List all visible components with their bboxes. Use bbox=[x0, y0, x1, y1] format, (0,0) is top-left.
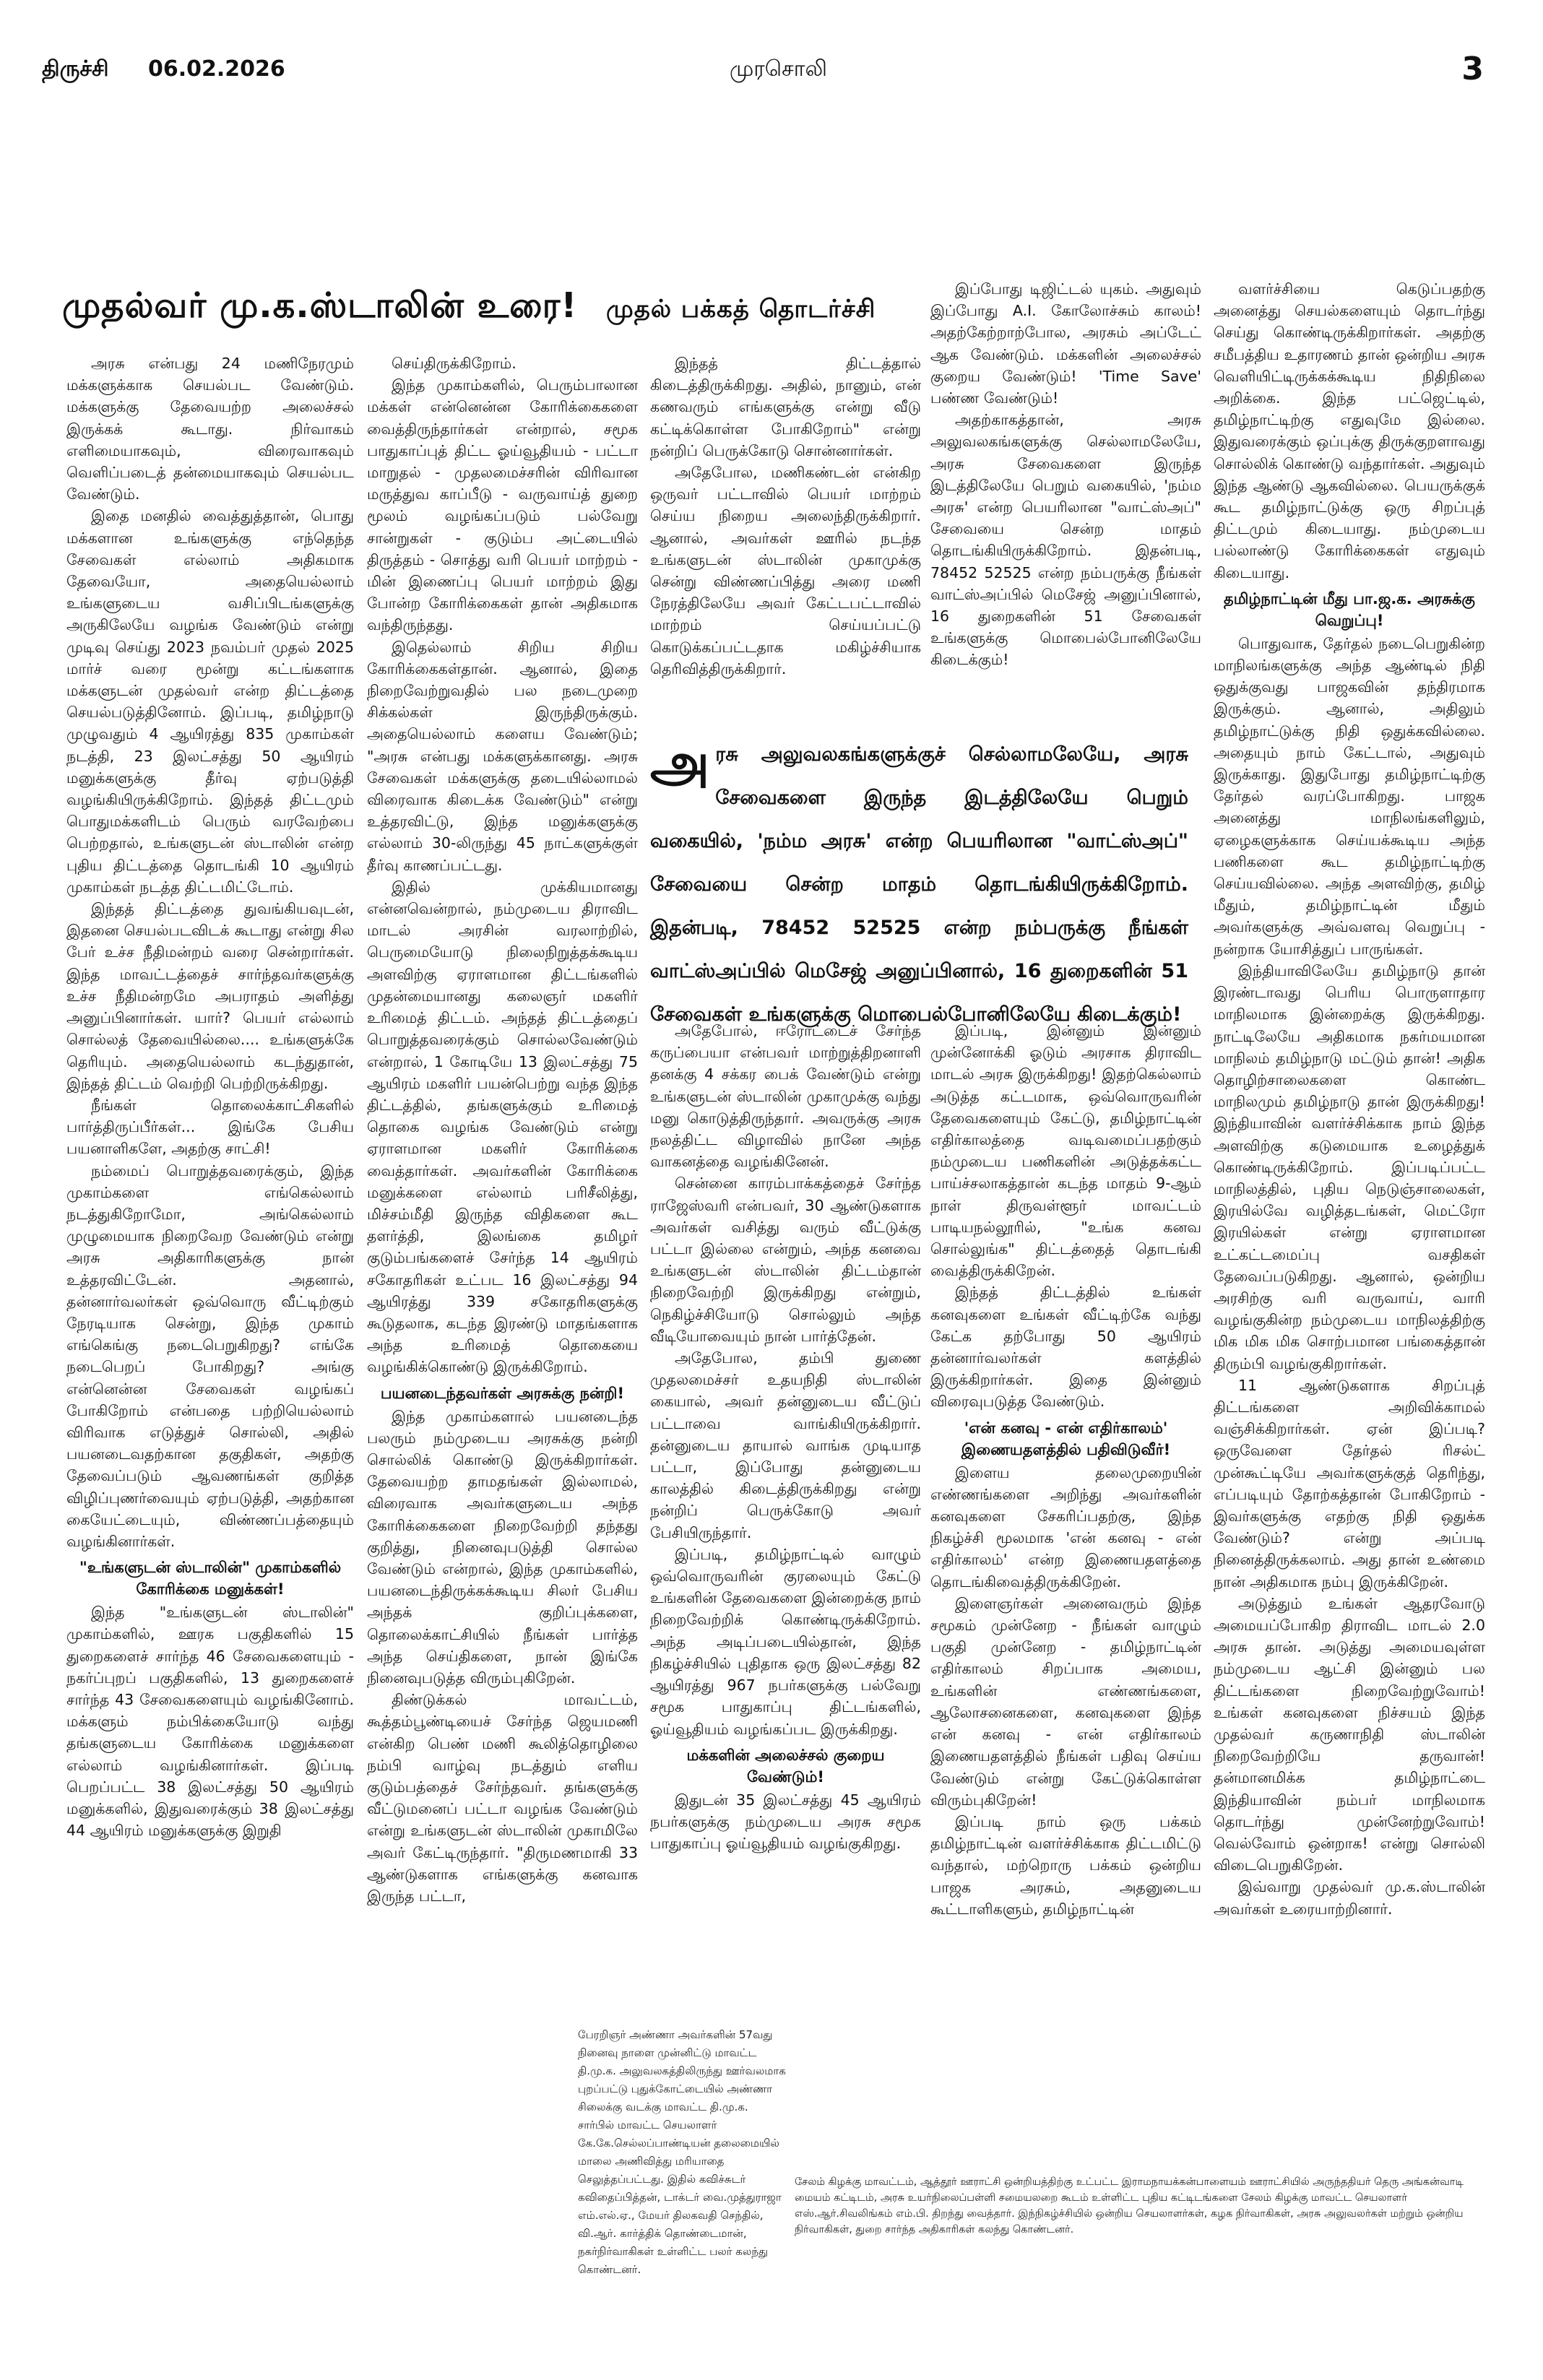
headline bbox=[62, 285, 876, 330]
headline-title: முதல்வர் மு.க.ஸ்டாலின் உரை! bbox=[62, 285, 578, 326]
pull-quote-text: ரசு அலுவலகங்களுக்குச் செல்லாமலேயே, அரசு சேவைகளை இருந்த இடத்திலேயே பெறும் வகையில், 'நம்ம அரசு' என்ற பெயரிலான "வாட்ஸ்அப்" சேவையை சென்ற மாதம் தொடங்கியிருக்கிறோம். இதன்படி, 78452 52525 என்ற நம்பருக்கு நீங்கள் வாட்ஸ்அப்பில் மெசேஜ் அனுப்பினால், 16 துறைகளின் 51 சேவைகள் உங்களுக்கு மொபைல்போனிலேயே கிடைக்கும்! bbox=[650, 743, 1188, 1026]
col2-para: இதெல்லாம் சிறிய சிறிய கோரிக்கைகள்தான். ஆனால், இதை நிறைவேற்றுவதில் பல நடைமுறை சிக்கல்கள் இருந்திருக்கும். அதையெல்லாம் களைய வேண்டும்; "அரசு என்பது மக்களுக்கானது. அரசு சேவைகள் மக்களுக்கு தடையில்லாமல் விரைவாக கிடைக்க வேண்டும்" என்று உத்தரவிட்டு, இந்த மனுக்களுக்கு எல்லாம் 30-லிருந்து 45 நாட்களுக்குள் தீர்வு காணப்பட்டது. bbox=[367, 638, 638, 874]
col4-para: இப்படி, இன்னும் இன்னும் முன்னோக்கி ஓடும் அரசாக திராவிட மாடல் அரசு இருக்கிறது! இதற்கெல்லாம் அடுத்த கட்டமாக, ஒவ்வொருவரின் தேவைகளையும் கேட்டு, தமிழ்நாட்டின் எதிர்காலத்தை வடிவமைப்பதற்கும் நம்முடைய பணிகளின் அடுத்தக்கட்ட பாய்ச்சலாகத்தான் கடந்த மாதம் 9-ஆம் நாள் திருவள்ளூர் மாவட்டம் பாடியநல்லூரில், "உங்க கனவ சொல்லுங்க" திட்டத்தைத் தொடங்கி வைத்திருக்கிறேன். bbox=[930, 1022, 1201, 1280]
col4-para: அதற்காகத்தான், அரசு அலுவலகங்களுக்கு செல்லாமலேயே, அரசு சேவைகளை இருந்த இடத்திலேயே பெறும் வகையில், 'நம்ம அரசு' என்ற பெயரிலான "வாட்ஸ்அப்" சேவையை சென்ற மாதம் தொடங்கியிருக்கிறோம். இதன்படி, 78452 52525 என்ற நம்பருக்கு நீங்கள் வாட்ஸ்அப்பில் மெசேஜ் அனுப்பினால், 16 துறைகளின் 51 சேவைகள் உங்களுக்கு மொபைல்போனிலேயே கிடைக்கும்! bbox=[930, 411, 1201, 669]
photo-2-caption: சேலம் கிழக்கு மாவட்டம், ஆத்தூர் ஊராட்சி ஒன்றியத்திற்கு உட்பட்ட இராமநாயக்கன்பாளையம் ஊராட்சியில் அருந்ததியர் தெரு அங்கன்வாடி மையம் கட்டிடம், அரசு உயர்நிலைப்பள்ளி சமையலறை கூடம் உள்ளிட்ட புதிய கட்டிடங்களை சேலம் கிழக்கு மாவட்ட செயலாளர் எஸ்.ஆர்.சிவலிங்கம் எம்.பி. திறந்து வைத்தார். இந்நிகழ்ச்சியில் ஒன்றிய செயலாளர்கள், கழக நிர்வாகிகள், அரசு அலுவலர்கள் மற்றும் ஒன்றிய நிர்வாகிகள், துறை சார்ந்த அதிகாரிகள் கலந்து கொண்டனர். bbox=[795, 2176, 1464, 2236]
col1-para: இந்தத் திட்டத்தை துவங்கியவுடன், இதனை செயல்படவிடக் கூடாது என்று சில பேர் உச்ச நீதிமன்றம் வரை சென்றார்கள். இந்த மாவட்டத்தைச் சார்ந்தவர்களுக்கு உச்ச நீதிமன்றமே அபராதம் அளித்து அனுப்பினார்கள். யார்? பெயர் எல்லாம் சொல்லத் தேவையில்லை.... உங்களுக்கே தெரியும். அதையெல்லாம் கடந்துதான், இந்தத் திட்டம் வெற்றி பெற்றிருக்கிறது. bbox=[66, 900, 354, 1092]
subheading: தமிழ்நாட்டின் மீது பா.ஜ.க. அரசுக்கு வெறுப்பு! bbox=[1224, 589, 1475, 629]
col3-para: அதேபோல, மணிகண்டன் என்கிற ஒருவர் பட்டாவில் பெயர் மாற்றம் செய்ய நிறைய அலைந்திருக்கிறார். ஆனால், அவர்கள் ஊரில் நடந்த உங்களுடன் ஸ்டாலின் முகாமுக்கு சென்று விண்ணப்பித்து அரை மணி நேரத்திலேயே அவர் கேட்டபட்டாவில் மாற்றம் செய்யப்பட்டு கொடுக்கப்பட்டதாக மகிழ்ச்சியாக தெரிவித்திருக்கிறார். bbox=[650, 464, 921, 678]
col4-para: இந்தத் திட்டத்தில் உங்கள் கனவுகளை உங்கள் வீட்டிற்கே வந்து கேட்க தற்போது 50 ஆயிரம் தன்னார்வலர்கள் களத்தில் இருக்கிறார்கள். இதை இன்னும் விரைவுபடுத்த வேண்டும். bbox=[930, 1284, 1201, 1411]
col5-para: அடுத்தும் உங்கள் ஆதரவோடு அமையப்போகிற திராவிட மாடல் 2.0 அரசு தான். அடுத்து அமையவுள்ள நம்முடைய ஆட்சி இன்னும் பல திட்டங்களை நிறைவேற்றுவோம்! உங்கள் கனவுகளை நிச்சயம் இந்த முதல்வர் கருணாநிதி ஸ்டாலின் நிறைவேற்றியே தருவான்! தன்மானமிக்க தமிழ்நாட்டை இந்தியாவின் நம்பர் மாநிலமாக தொடர்ந்து முன்னேற்றுவோம்! வெல்வோம் ஒன்றாக! என்று சொல்லி விடைபெறுகிறேன். bbox=[1214, 1594, 1485, 1874]
col5-para: பொதுவாக, தேர்தல் நடைபெறுகின்ற மாநிலங்களுக்கு அந்த ஆண்டில் நிதி ஒதுக்குவது பாஜகவின் தந்திரமாக இருக்கும். ஆனால், அதிலும் தமிழ்நாட்டுக்கு நிதி ஒதுக்கவில்லை. அதையும் நாம் கேட்டால், அதுவும் இருக்காது. இதுபோது தமிழ்நாட்டிற்கு தேர்தல் வரப்போகிறது. பாஜக அனைத்து மாநிலங்களிலும், ஏழைகளுக்காக செய்யக்கூடிய அந்த பணிகளை கூட தமிழ்நாட்டிற்கு செய்யவில்லை. அந்த அளவிற்கு, தமிழ் மீதும், தமிழ்நாட்டின் மீதும் அவர்களுக்கு அவ்வளவு வெறுப்பு - நன்றாக யோசித்துப் பாருங்கள். bbox=[1214, 634, 1485, 958]
col4-para: இப்போது டிஜிட்டல் யுகம். அதுவும் இப்போது A.I. கோலோச்சும் காலம்! அதற்கேற்றாற்போல, அரசும் அப்டேட் ஆக வேண்டும். மக்களின் அலைச்சல் குறைய வேண்டும்! 'Time Save' பண்ண வேண்டும்! bbox=[930, 280, 1201, 407]
article-column-3 bbox=[650, 1020, 921, 2009]
subheading: 'என் கனவு - என் எதிர்காலம்' இணையதளத்தில் பதிவிடுவீர்! bbox=[961, 1419, 1171, 1458]
col5-para: 11 ஆண்டுகளாக சிறப்புத் திட்டங்களை அறிவிக்காமல் வஞ்சிக்கிறார்கள். ஏன் இப்படி? ஒருவேளை தேர்தல் ரிசல்ட் முன்கூட்டியே அவர்களுக்குத் தெரிந்து, எப்படியும் தோற்கத்தான் போகிறோம் - இவர்களுக்கு எதற்கு நிதி ஒதுக்க வேண்டும்? என்று அப்படி நினைத்திருக்கலாம். அது தான் உண்மை நான் அதிகமாக நம்பு இருக்கிறேன். bbox=[1214, 1376, 1485, 1591]
col3-para: இப்படி, தமிழ்நாட்டில் வாழும் ஒவ்வொருவரின் குரலையும் கேட்டு உங்களின் தேவைகளை இன்றைக்கு நாம் நிறைவேற்றிக் கொண்டிருக்கிறோம். அந்த அடிப்படையில்தான், இந்த நிகழ்ச்சியில் புதிதாக ஒரு இலட்சத்து 82 ஆயிரத்து 967 நபர்களுக்கு பல்வேறு சமூக பாதுகாப்பு திட்டங்களில், ஓய்வூதியம் வழங்கப்பட இருக்கிறது. bbox=[650, 1545, 921, 1738]
news-photo-1 bbox=[188, 2035, 571, 2324]
col2-para: திண்டுக்கல் மாவட்டம், கூத்தம்பூண்டியைச் சேர்ந்த ஜெயமணி என்கிற பெண் மணி கூலித்தொழிலை நம்பி வாழ்வு நடத்தும் எளிய குடும்பத்தைச் சேர்ந்தவர். தங்களுக்கு வீட்டுமனைப் பட்டா வழங்க வேண்டும் என்று உங்களுடன் ஸ்டாலின் முகாமிலே அவர் கேட்டிருந்தார். "திருமணமாகி 33 ஆண்டுகளாக எங்களுக்கு கனவாக இருந்த பட்டா, bbox=[367, 1691, 638, 1905]
col1-para: இதை மனதில் வைத்துத்தான், பொது மக்களான உங்களுக்கு எந்தெந்த சேவைகள் எல்லாம் அதிகமாக தேவையோ, அதையெல்லாம் உங்களுடைய வசிப்பிடங்களுக்கு அருகிலேயே வழங்க வேண்டும் என்று முடிவு செய்து 2023 நவம்பர் முதல் 2025 மார்ச் வரை மூன்று கட்டங்களாக மக்களுடன் முதல்வர் என்ற திட்டத்தை செயல்படுத்தினோம். இப்படி, தமிழ்நாடு முழுவதும் 4 ஆயிரத்து 835 முகாம்கள் நடத்தி, 23 இலட்சத்து 50 ஆயிரம் மனுக்களுக்கு தீர்வு ஏற்படுத்தி வழங்கியிருக்கிறோம். இந்தத் திட்டமும் பொதுமக்களிடம் பெரும் வரவேற்பை பெற்றதால், உங்களுடன் ஸ்டாலின் என்ற புதிய திட்டத்தை தொடங்கி 10 ஆயிரம் முகாம்கள் நடத்த திட்டமிட்டோம். bbox=[66, 507, 354, 896]
col4-para: இப்படி நாம் ஒரு பக்கம் தமிழ்நாட்டின் வளர்ச்சிக்காக திட்டமிட்டு வந்தால், மற்றொரு பக்கம் ஒன்றிய பாஜக அரசும், அதனுடைய கூட்டாளிகளும், தமிழ்நாட்டின் bbox=[930, 1812, 1201, 1918]
subheading: "உங்களுடன் ஸ்டாலின்" முகாம்களில் கோரிக்கை மனுக்கள்! bbox=[79, 1559, 342, 1598]
header-paper-name: முரசொலி bbox=[730, 56, 827, 82]
col3-para: அதேபோல, தம்பி துணை முதலமைச்சர் உதயநிதி ஸ்டாலின் கையால், அவர் தன்னுடைய வீட்டுப் பட்டாவை வாங்கியிருக்கிறார். தன்னுடைய தாயால் வாங்க முடியாத பட்டா, இப்போது தன்னுடைய காலத்தில் கிடைத்திருக்கிறது என்று நன்றிப் பெருக்கோடு அவர் பேசியிருந்தார். bbox=[650, 1349, 921, 1541]
col5-para: இவ்வாறு முதல்வர் மு.க.ஸ்டாலின் அவர்கள் உரையாற்றினார். bbox=[1214, 1878, 1485, 1918]
news-photo-2 bbox=[795, 2035, 1488, 2173]
col4-para: இளைய தலைமுறையின் எண்ணங்களை அறிந்து அவர்களின் கனவுகளை சேகரிப்பதற்கு, இந்த நிகழ்ச்சி மூலமாக 'என் கனவு - என் எதிர்காலம்' என்ற இணையதளத்தை தொடங்கிவைத்திருக்கிறேன். bbox=[930, 1463, 1201, 1591]
col2-para: இந்த முகாம்களால் பயனடைந்த பலரும் நம்முடைய அரசுக்கு நன்றி சொல்லிக் கொண்டு இருக்கிறார்கள். தேவையற்ற தாமதங்கள் இல்லாமல், விரைவாக அவர்களுடைய அந்த கோரிக்கைகளை நிறைவேற்றி தந்தது குறித்து, நினைவுபடுத்தி சொல்ல வேண்டும் என்றால், இந்த முகாம்களில், பயனடைந்திருக்கக்கூடிய சிலர் பேசிய அந்தக் குறிப்புக்களை, தொலைக்காட்சியில் நீங்கள் பார்த்த அந்த செய்திகளை, நான் இங்கே நினைவுபடுத்த விரும்புகிறேன். bbox=[367, 1407, 638, 1687]
pull-quote bbox=[650, 733, 1188, 1037]
header-left bbox=[42, 56, 317, 85]
subheading: மக்களின் அலைச்சல் குறைய வேண்டும்! bbox=[686, 1746, 885, 1786]
col2-para: இந்த முகாம்களில், பெரும்பாலான மக்கள் என்னென்ன கோரிக்கைகளை வைத்திருந்தார்கள் என்றால், சமூக பாதுகாப்புத் திட்ட ஓய்வூதியம் - பட்டா மாறுதல் - முதலமைச்சரின் விரிவான மருத்துவ காப்பீடு - வருவாய்த் துறை மூலம் வழங்கப்படும் பல்வேறு சான்றுகள் - குடும்ப அட்டையில் திருத்தம் - சொத்து வரி பெயர் மாற்றம் - மின் இணைப்பு பெயர் மாற்றம் இது போன்ற கோரிக்கைகள் தான் அதிகமாக வந்திருந்தது. bbox=[367, 376, 638, 634]
col1-para: அரசு என்பது 24 மணிநேரமும் மக்களுக்காக செயல்பட வேண்டும். மக்களுக்கு தேவையற்ற அலைச்சல் இருக்கக் கூடாது. நிர்வாகம் எளிமையாகவும், விரைவாகவும் வெளிப்படைத் தன்மையாகவும் செயல்பட வேண்டும். bbox=[66, 355, 354, 503]
col2-para: செய்திருக்கிறோம். bbox=[392, 355, 517, 372]
col1-para: நீங்கள் தொலைக்காட்சிகளில் பார்த்திருப்பீர்கள்... இங்கே பேசிய பயனாளிகளே, அதற்கு சாட்சி! bbox=[66, 1096, 354, 1158]
col3-para: இதுடன் 35 இலட்சத்து 45 ஆயிரம் நபர்களுக்கு நம்முடைய அரசு சமூக பாதுகாப்பு ஓய்வூதியம் வழங்குகிறது. bbox=[650, 1791, 921, 1853]
photo-1-caption: பேரறிஞர் அண்ணா அவர்களின் 57வது நினைவு நாளை முன்னிட்டு மாவட்ட தி.மு.க. அலுவலகத்திலிருந்து ஊர்வலமாக புறப்பட்டு புதுக்கோட்டையில் அண்ணா சிலைக்கு வடக்கு மாவட்ட தி.மு.க. சார்பில் மாவட்ட செயலாளர் கே.கே.செல்லப்பாண்டியன் தலைமையில் மாலை அணிவித்து மரியாதை செலுத்தப்பட்டது. இதில் கவிச்சுடர் கவிதைப்பித்தன், டாக்டர் வை.முத்துராஜா எம்.எல்.ஏ., மேயர் திலகவதி செந்தில், வி.ஆர். கார்த்திக் தொண்டைமான், நகர்நிர்வாகிகள் உள்ளிட்ட பலர் கலந்து கொண்டனர். bbox=[578, 2028, 786, 2276]
article-column-1 bbox=[66, 352, 354, 2137]
col5-para: இந்தியாவிலேயே தமிழ்நாடு தான் இரண்டாவது பெரிய பொருளாதார மாநிலமாக இன்றைக்கு இருக்கிறது. நாட்டிலேயே அதிகமாக நகர்மயமான மாநிலம் தமிழ்நாடு மட்டும் தான்! அதிக தொழிற்சாலைகளை கொண்ட மாநிலமும் தமிழ்நாடு தான் இருக்கிறது! இந்தியாவின் வளர்ச்சிக்காக நாம் இந்த அளவிற்கு கடுமையாக உழைத்துக் கொண்டிருக்கிறோம். இப்படிப்பட்ட மாநிலத்தில், புதிய நெடுஞ்சாலைகள், இரயில்வே வழித்தடங்கள், மெட்ரோ இரயில்கள் என்று ஏராளமான உட்கட்டமைப்பு வசதிகள் தேவைப்படுகிறது. ஆனால், ஒன்றிய அரசிற்கு வரி வருவாய், வாரி வழங்குகின்ற நம்முடைய மாநிலத்திற்கு மிக மிக மிக சொற்பமான பங்கைத்தான் திரும்பி வழங்குகிறார்கள். bbox=[1214, 961, 1485, 1372]
col3-para: அதேபோல், ஈரோட்டைச் சேர்ந்த கருப்பையா என்பவர் மாற்றுத்திறனாளி தனக்கு 4 சக்கர பைக் வேண்டும் என்று உங்களுடன் ஸ்டாலின் முகாமுக்கு வந்து மனு கொடுத்திருந்தார். அவருக்கு அரசு நலத்திட்ட விழாவில் நானே அந்த வாகனத்தை வழங்கினேன். bbox=[650, 1022, 921, 1171]
headline-sub: முதல் பக்கத் தொடர்ச்சி bbox=[605, 295, 876, 324]
col1-para: நம்மைப் பொறுத்தவரைக்கும், இந்த முகாம்களை எங்கெல்லாம் நடத்துகிறோமோ, அங்கெல்லாம் முழுமையாக நிறைவேற வேண்டும் என்று அரசு அதிகாரிகளுக்கு நான் உத்தரவிட்டேன். அதனால், தன்னார்வலர்கள் ஒவ்வொரு வீட்டிற்கும் நேரடியாக சென்று, இந்த முகாம் எங்கெங்கு நடைபெறுகிறது? எங்கே நடைபெறப் போகிறது? அங்கு என்னென்ன சேவைகள் வழங்கப் போகிறோம் என்பதை பற்றியெல்லாம் விரிவாக எடுத்துச் சொல்லி, அதில் பயனடைவதற்கான தகுதிகள், அதற்கு தேவைப்படும் ஆவணங்கள் குறித்த விழிப்புணர்வையும் ஏற்படுத்தி, அதற்கான கையேட்டையும், விண்ணப்பத்தையும் வழங்கினார்கள். bbox=[66, 1161, 354, 1550]
col3-para: சென்னை காரம்பாக்கத்தைச் சேர்ந்த ராஜேஸ்வரி என்பவர், 30 ஆண்டுகளாக அவர்கள் வசித்து வரும் வீட்டுக்கு பட்டா இல்லை என்றும், அந்த கனவை உங்களுடன் ஸ்டாலின் திட்டம்தான் நிறைவேற்றி இருக்கிறது என்றும், நெகிழ்ச்சியோடு சொல்லும் அந்த வீடியோவையும் நான் பார்த்தேன். bbox=[650, 1174, 921, 1345]
page-number: 3 bbox=[1461, 51, 1484, 87]
col4-para: இளைஞர்கள் அனைவரும் இந்த சமூகம் முன்னேற - நீங்கள் வாழும் பகுதி முன்னேற - தமிழ்நாட்டின் எதிர்காலம் சிறப்பாக அமைய, உங்களின் எண்ணங்களை, ஆலோசனைகளை, கனவுகளை இந்த என் கனவு - என் எதிர்காலம் இணையதளத்தில் நீங்கள் பதிவு செய்ய வேண்டும் என்று கேட்டுக்கொள்ள விரும்புகிறேன்! bbox=[930, 1594, 1201, 1809]
col2-para: இதில் முக்கியமானது என்னவென்றால், நம்முடைய திராவிட மாடல் அரசின் வரலாற்றில், பெருமையோடு நிலைநிறுத்தக்கூடிய அளவிற்கு ஏராளமான திட்டங்களில் முதன்மையானது கலைஞர் மகளிர் உரிமைத் திட்டம். அந்தத் திட்டத்தைப் பொறுத்தவரைக்கும் சொல்லவேண்டும் என்றால், 1 கோடியே 13 இலட்சத்து 75 ஆயிரம் மகளிர் பயன்பெற்று வந்த இந்த திட்டத்தில், தங்களுக்கும் உரிமைத் தொகை வழங்க வேண்டும் என்று ஏராளமான மகளிர் கோரிக்கை வைத்தார்கள். அவர்களின் கோரிக்கை மனுக்களை எல்லாம் பரிசீலித்து, மிச்சம்மீதி இருந்த விதிகளை கூட தளர்த்தி, இலங்கை தமிழர் குடும்பங்களைச் சேர்ந்த 14 ஆயிரம் சகோதரிகள் உட்பட 16 இலட்சத்து 94 ஆயிரத்து 339 சகோதரிகளுக்கு கூடுதலாக, கடந்த இரண்டு மாதங்களாக அந்த உரிமைத் தொகையை வழங்கிக்கொண்டு இருக்கிறோம். bbox=[367, 878, 638, 1376]
pull-quote-initial: அ bbox=[650, 732, 710, 794]
header-date: 06.02.2026 bbox=[147, 56, 285, 82]
subheading: பயனடைந்தவர்கள் அரசுக்கு நன்றி! bbox=[380, 1384, 625, 1402]
article-column-4-top bbox=[930, 278, 1201, 711]
col5-para: வளர்ச்சியை கெடுப்பதற்கு அனைத்து செயல்களையும் தொடர்ந்து செய்து கொண்டிருக்கிறார்கள். அதற்கு சமீபத்திய உதாரணம் தான் ஒன்றிய அரசு வெளியிட்டிருக்கக்கூடிய நிதிநிலை அறிக்கை. இந்த பட்ஜெட்டில், தமிழ்நாட்டிற்கு எதுவுமே இல்லை. இதுவரைக்கும் ஒப்புக்கு திருக்குறளாவது சொல்லிக் கொண்டு வந்தார்கள். அதுவும் இந்த ஆண்டு ஆகவில்லை. பெயருக்குக் கூட தமிழ்நாட்டுக்கு ஒரு சிறப்புத் திட்டமும் கிடையாது. நம்முடைய பல்லாண்டு கோரிக்கைகள் எதுவும் கிடையாது. bbox=[1214, 280, 1485, 581]
article-column-3-top bbox=[650, 352, 921, 714]
header-city: திருச்சி bbox=[42, 56, 109, 82]
col3-para: இந்தத் திட்டத்தால் கிடைத்திருக்கிறது. அதில், நானும், என் கணவரும் எங்களுக்கு என்று வீடு கட்டிக்கொள்ள போகிறோம்" என்று நன்றிப் பெருக்கோடு சொன்னார்கள். bbox=[650, 355, 921, 459]
article-column-4 bbox=[930, 1020, 1201, 2009]
article-column-5 bbox=[1214, 278, 1485, 2012]
col1-para: இந்த "உங்களுடன் ஸ்டாலின்" முகாம்களில், ஊரக பகுதிகளில் 15 துறைகளைச் சார்ந்த 46 சேவைகளையும் - நகர்ப்புறப் பகுதிகளில், 13 துறைகளைச் சார்ந்த 43 சேவைகளையும் வழங்கினோம். மக்களும் நம்பிக்கையோடு வந்து தங்களுடைய கோரிக்கை மனுக்களை எல்லாம் வழங்கினார்கள். இப்படி பெறப்பட்ட 38 இலட்சத்து 50 ஆயிரம் மனுக்களில், இதுவரைக்கும் 38 இலட்சத்து 44 ஆயிரம் மனுக்களுக்கு இறுதி bbox=[66, 1604, 354, 1840]
article-column-2 bbox=[367, 352, 638, 2007]
